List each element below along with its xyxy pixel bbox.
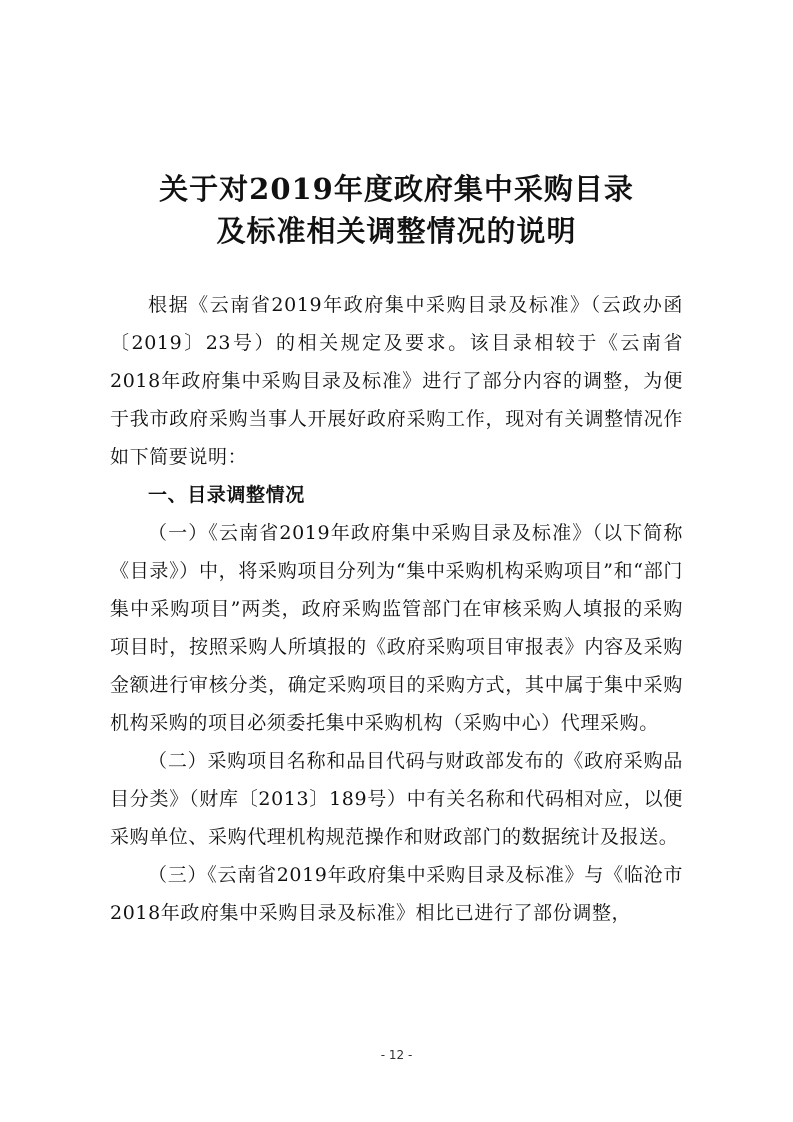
title-line-1: 关于对2019年度政府集中采购目录 (159, 172, 634, 206)
item-paragraph-2: （二）采购项目名称和品目代码与财政部发布的《政府采购品目分类》（财库〔2013〕189号）中有关名称和代码相对应，以便采购单位、采购代理机构规范操作和财政部门的数据统计及报送。 (110, 750, 683, 848)
title-line-2: 及标准相关调整情况的说明 (216, 214, 577, 248)
document-body (110, 286, 683, 932)
page-number: - 12 - (380, 1048, 413, 1062)
intro-paragraph: 根据《云南省2019年政府集中采购目录及标准》（云政办函〔2019〕23号）的相关规定及要求。该目录相较于《云南省2018年政府集中采购目录及标准》进行了部分内容的调整，为便于我市政府采购当事人开展好政府采购工作，现对有关调整情况作如下简要说明： (110, 294, 683, 468)
item-paragraph-1: （一）《云南省2019年政府集中采购目录及标准》（以下简称《目录》）中，将采购项目分列为“集中采购机构采购项目”和“部门集中采购项目”两类，政府采购监管部门在审核采购人填报的采购项目时，按照采购人所填报的《政府采购项目审报表》内容及采购金额进行审核分类，确定采购项目的采购方式，其中属于集中采购机构采购的项目必须委托集中采购机构（采购中心）代理采购。 (110, 522, 683, 734)
document-title (90, 168, 703, 252)
section-heading: 一、目录调整情况 (148, 484, 305, 506)
item-paragraph-3: （三）《云南省2019年政府集中采购目录及标准》与《临沧市2018年政府集中采购目录及标准》相比已进行了部份调整， (110, 864, 683, 924)
